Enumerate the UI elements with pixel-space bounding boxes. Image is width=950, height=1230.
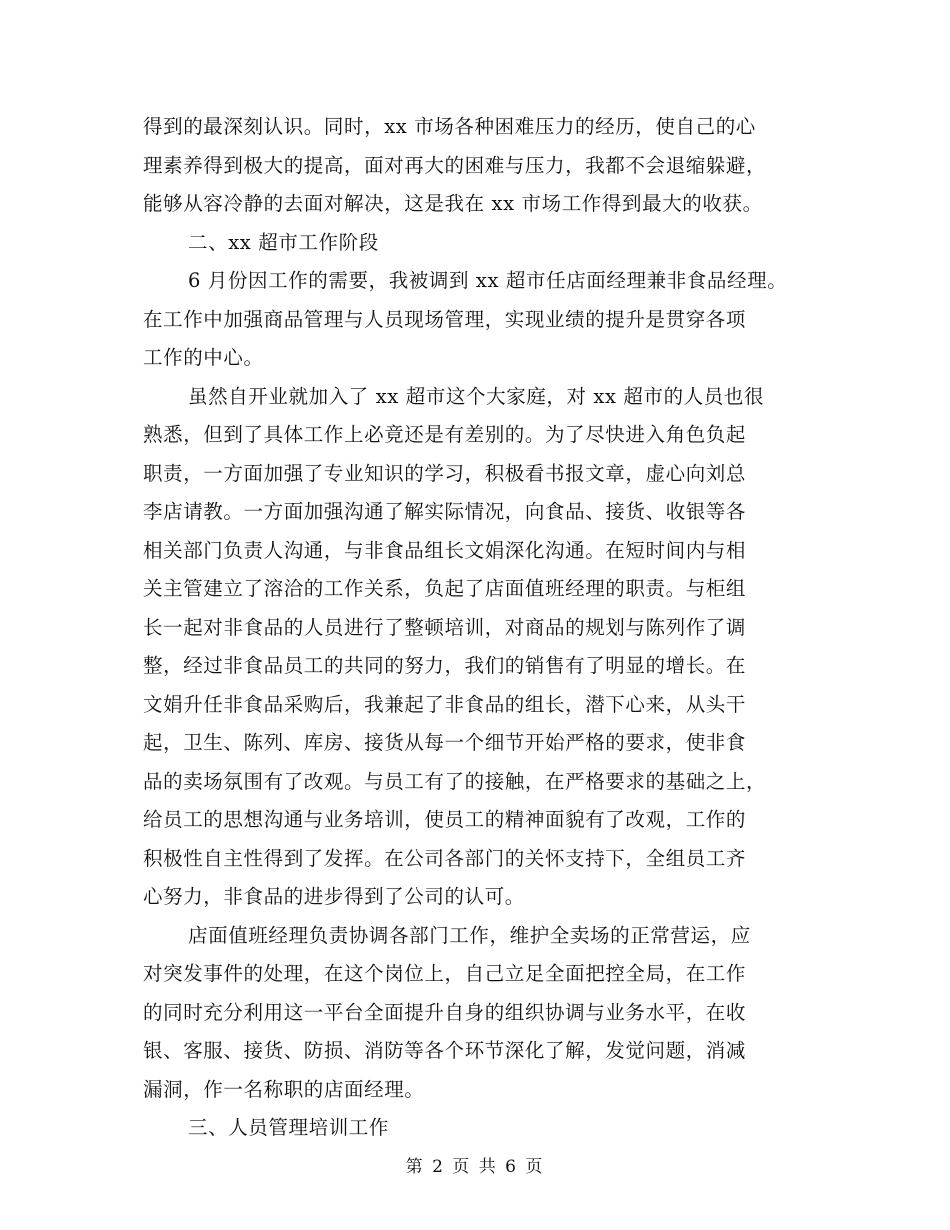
text-line: 长一起对非食品的人员进行了整顿培训，对商品的规划与陈列作了调 [143, 615, 747, 639]
paragraph-start: 店面值班经理负责协调各部门工作，维护全卖场的正常营运，应 [188, 923, 751, 947]
text-line: 李店请教。一方面加强沟通了解实际情况，向食品、接货、收银等各 [143, 500, 747, 523]
text-line: 给员工的思想沟通与业务培训，使员工的精神面貌有了改观，工作的 [143, 808, 747, 831]
text-line: 工作的中心。 [143, 346, 264, 369]
text-line: 得到的最深刻认识。同时，xx 市场各种困难压力的经历，使自己的心 [143, 115, 756, 138]
text-line: 能够从容冷静的去面对解决，这是我在 xx 市场工作得到最大的收获。 [143, 192, 763, 215]
text-line: 对突发事件的处理，在这个岗位上，自己立足全面把控全局，在工作 [143, 962, 747, 985]
text-line: 银、客服、接货、防损、消防等各个环节深化了解，发觉问题，消减 [143, 1039, 747, 1062]
text-line: 熟悉，但到了具体工作上必竟还是有差别的。为了尽快进入角色负起 [143, 423, 747, 446]
text-line: 品的卖场氛围有了改观。与员工有了的接触，在严格要求的基础之上， [143, 769, 767, 793]
text-line: 心努力，非食品的进步得到了公司的认可。 [143, 885, 525, 908]
section-heading: 三、人员管理培训工作 [188, 1116, 390, 1139]
text-line: 理素养得到极大的提高，面对再大的困难与压力，我都不会退缩躲避， [143, 153, 767, 177]
text-line: 职责，一方面加强了专业知识的学习，积极看书报文章，虚心向刘总 [143, 461, 747, 485]
paragraph-start: 6 月份因工作的需要，我被调到 xx 超市任店面经理兼非食品经理。 [188, 269, 788, 292]
document-body [143, 108, 813, 1148]
paragraph-start: 虽然自开业就加入了 xx 超市这个大家庭，对 xx 超市的人员也很 [188, 384, 765, 408]
text-line: 在工作中加强商品管理与人员现场管理，实现业绩的提升是贯穿各项 [143, 307, 747, 331]
text-line: 漏洞，作一名称职的店面经理。 [143, 1077, 425, 1101]
section-heading: 二、xx 超市工作阶段 [188, 230, 379, 254]
text-line: 相关部门负责人沟通，与非食品组长文娟深化沟通。在短时间内与相 [143, 538, 747, 562]
text-line: 积极性自主性得到了发挥。在公司各部门的关怀支持下，全组员工齐 [143, 846, 747, 870]
text-line: 的同时充分利用这一平台全面提升自身的组织协调与业务水平，在收 [143, 1000, 747, 1024]
text-line: 关主管建立了溶洽的工作关系，负起了店面值班经理的职责。与柜组 [143, 577, 747, 600]
page-number-footer: 第 2 页 共 6 页 [405, 1157, 545, 1177]
text-line: 文娟升任非食品采购后，我兼起了非食品的组长，潜下心来，从头干 [143, 692, 747, 716]
text-line: 起，卫生、陈列、库房、接货从每一个细节开始严格的要求，使非食 [143, 731, 747, 754]
text-line: 整，经过非食品员工的共同的努力，我们的销售有了明显的增长。在 [143, 654, 747, 677]
